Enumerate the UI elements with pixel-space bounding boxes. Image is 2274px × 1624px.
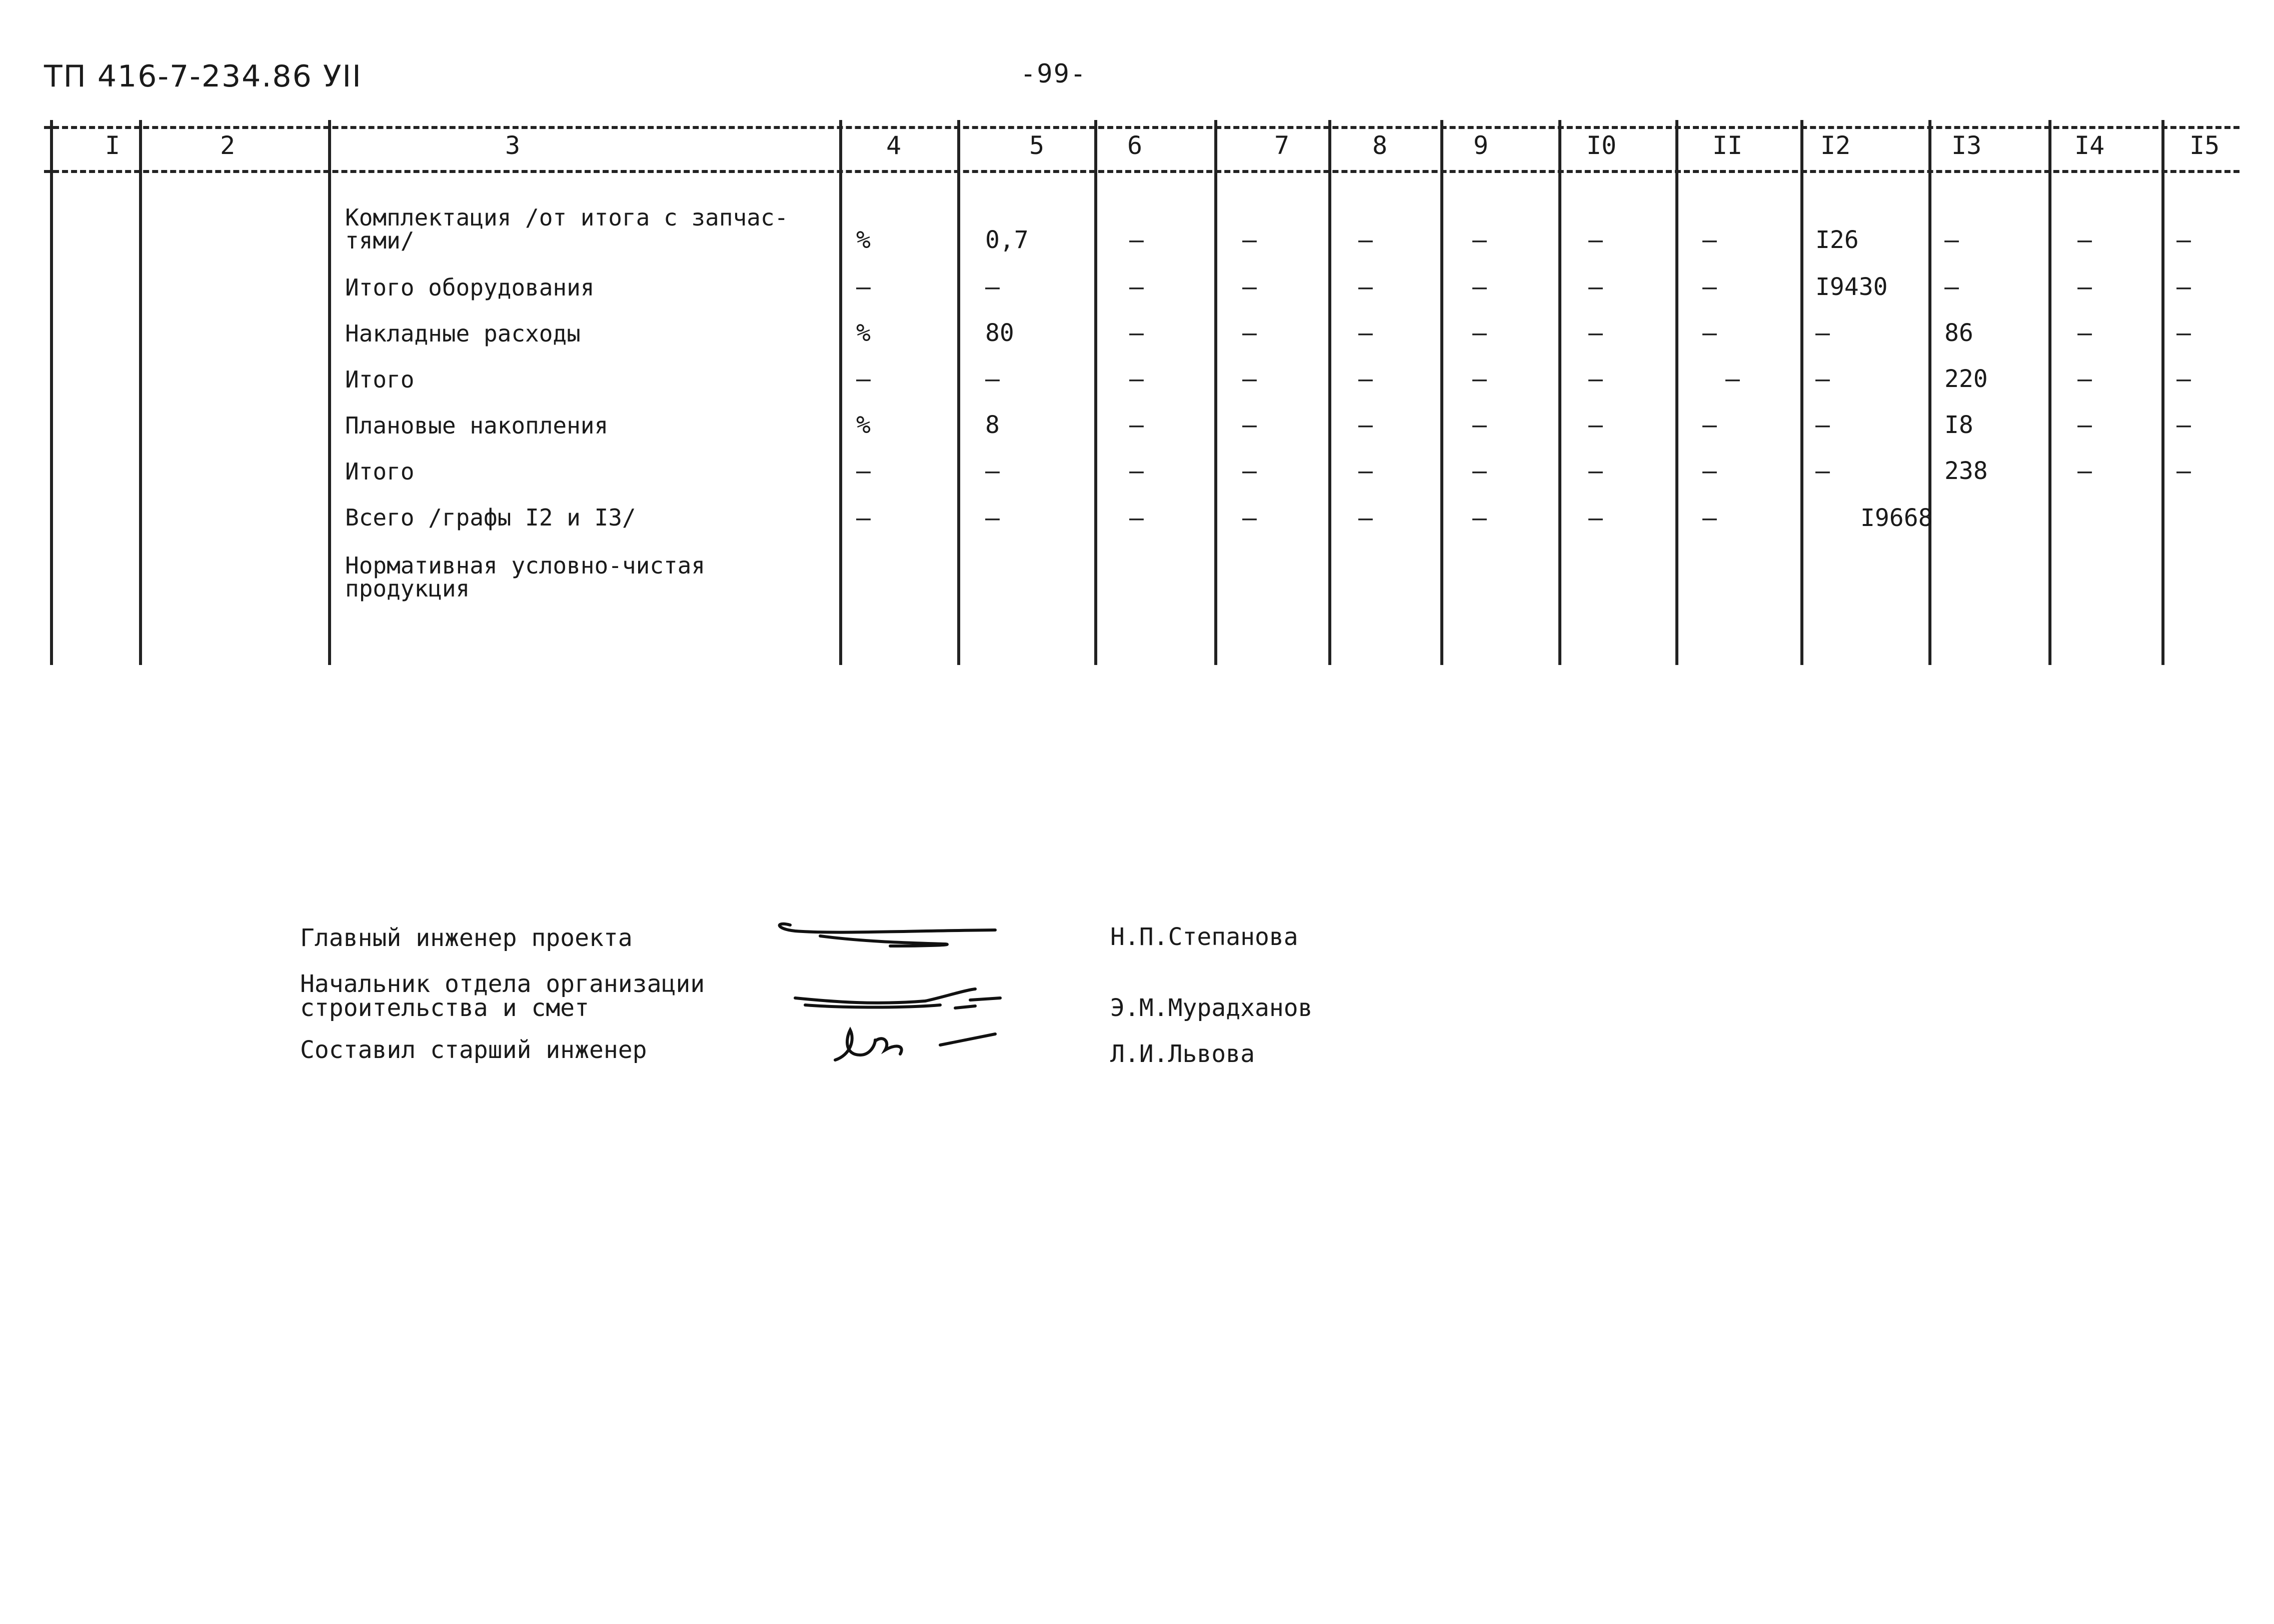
table-cell: – [985,504,1000,532]
table-cell: – [1472,365,1487,393]
table-cell: – [1588,504,1603,532]
table-cell: – [1129,319,1144,347]
table-cell: – [1472,273,1487,301]
column-divider [1328,120,1331,665]
table-cell: – [1702,411,1717,439]
page-number: -99- [1020,59,1087,89]
table-cell: % [856,319,871,347]
column-number: I2 [1820,131,1851,160]
table-cell: – [856,457,871,485]
table-cell: – [1358,504,1373,532]
column-number: 4 [886,131,902,160]
table-cell: – [2077,457,2092,485]
table-cell: – [1358,319,1373,347]
table-cell: – [1129,226,1144,254]
header-bottom-rule [44,170,2239,173]
column-number: I5 [2189,131,2220,160]
table-cell: – [985,457,1000,485]
table-cell: – [1702,504,1717,532]
table-cell: – [1472,319,1487,347]
table-cell: – [1358,457,1373,485]
table-cell: – [1725,365,1740,393]
table-cell: – [2077,365,2092,393]
row-label: Всего /графы I2 и I3/ [345,504,636,531]
table-cell: – [2077,273,2092,301]
table-cell: I9668 [1860,504,1933,532]
table-cell: 80 [985,319,1014,347]
table-cell: – [1242,504,1257,532]
table-cell: – [1129,273,1144,301]
row-label: Нормативная условно-чистая продукция [345,552,706,602]
table-cell: – [2176,457,2191,485]
table-cell: – [1944,273,1959,301]
table-cell: – [1588,226,1603,254]
row-label: Комплектация /от итога с запчас- тями/ [345,204,789,254]
signatory-title: Составил старший инженер [300,1036,647,1064]
table-cell: 0,7 [985,226,1029,254]
table-cell: – [1588,319,1603,347]
table-cell: 238 [1944,457,1988,485]
table-cell: – [1588,273,1603,301]
column-divider [328,120,331,665]
row-label: Накладные расходы [345,320,581,347]
table-cell: – [1358,365,1373,393]
table-cell: % [856,411,871,439]
signatory-name: Н.П.Степанова [1110,923,1298,951]
column-number: 8 [1372,131,1388,160]
signatory-name: Л.И.Львова [1110,1040,1255,1068]
column-divider [2048,120,2051,665]
table-cell: – [1472,226,1487,254]
signatory-title: Начальник отдела организации строительства и смет [300,970,705,1022]
column-divider [1214,120,1217,665]
table-cell: – [1702,457,1717,485]
table-cell: 220 [1944,365,1988,393]
table-cell: – [1815,365,1830,393]
table-cell: – [1129,411,1144,439]
column-number: 7 [1274,131,1290,160]
table-cell: – [856,365,871,393]
table-cell: – [1129,457,1144,485]
column-number: I4 [2074,131,2105,160]
table-cell: – [1815,411,1830,439]
table-cell: – [1702,319,1717,347]
table-cell: – [2176,273,2191,301]
column-divider [1928,120,1931,665]
table-cell: – [985,273,1000,301]
column-divider [1800,120,1803,665]
column-number: 9 [1473,131,1489,160]
column-divider [957,120,960,665]
table-cell: – [1242,273,1257,301]
column-number: 2 [220,131,236,160]
table-cell: – [856,273,871,301]
table-cell: – [1472,411,1487,439]
table-cell: – [2176,411,2191,439]
column-number: 5 [1029,131,1045,160]
column-divider [1558,120,1561,665]
table-cell: – [1815,457,1830,485]
table-cell: – [2176,226,2191,254]
column-divider [2161,120,2164,665]
table-cell: – [1588,365,1603,393]
table-cell: – [1702,226,1717,254]
table-cell: – [2077,319,2092,347]
table-cell: – [985,365,1000,393]
table-cell: – [1242,319,1257,347]
column-number: I0 [1586,131,1617,160]
table-cell: I26 [1815,226,1859,254]
row-label: Итого оборудования [345,274,595,301]
table-cell: – [1472,457,1487,485]
table-cell: – [1944,226,1959,254]
table-cell: – [1358,411,1373,439]
column-divider [1094,120,1097,665]
table-cell: 8 [985,411,1000,439]
column-number: 3 [505,131,521,160]
table-cell: – [2077,411,2092,439]
table-cell: – [1242,365,1257,393]
table-cell: – [2176,365,2191,393]
table-cell: % [856,226,871,254]
table-cell: I9430 [1815,273,1888,301]
signatory-name: Э.М.Мурадханов [1110,994,1313,1022]
table-cell: – [1358,273,1373,301]
column-number: 6 [1127,131,1143,160]
column-number: I3 [1951,131,1982,160]
column-divider [139,120,142,665]
table-cell: 86 [1944,319,1973,347]
table-cell: – [1129,504,1144,532]
table-cell: – [1815,319,1830,347]
column-number: I [105,131,121,160]
table-cell: – [2176,319,2191,347]
table-cell: – [1242,457,1257,485]
row-label: Итого [345,366,415,393]
signatory-title: Главный инженер проекта [300,924,633,952]
table-cell: – [856,504,871,532]
row-label: Плановые накопления [345,412,609,439]
row-label: Итого [345,458,415,485]
column-divider [1675,120,1678,665]
document-code: ТП 416-7-234.86 УII [44,59,362,94]
column-divider [50,120,53,665]
table-cell: – [1588,411,1603,439]
table-cell: – [1242,411,1257,439]
table-cell: – [1702,273,1717,301]
table-cell: – [1588,457,1603,485]
table-cell: I8 [1944,411,1973,439]
table-cell: – [2077,226,2092,254]
column-number: II [1712,131,1743,160]
table-cell: – [1358,226,1373,254]
table-top-rule [44,126,2239,129]
table-cell: – [1129,365,1144,393]
column-divider [839,120,842,665]
handwritten-signature [775,910,1015,1075]
column-divider [1440,120,1443,665]
table-cell: – [1472,504,1487,532]
table-cell: – [1242,226,1257,254]
